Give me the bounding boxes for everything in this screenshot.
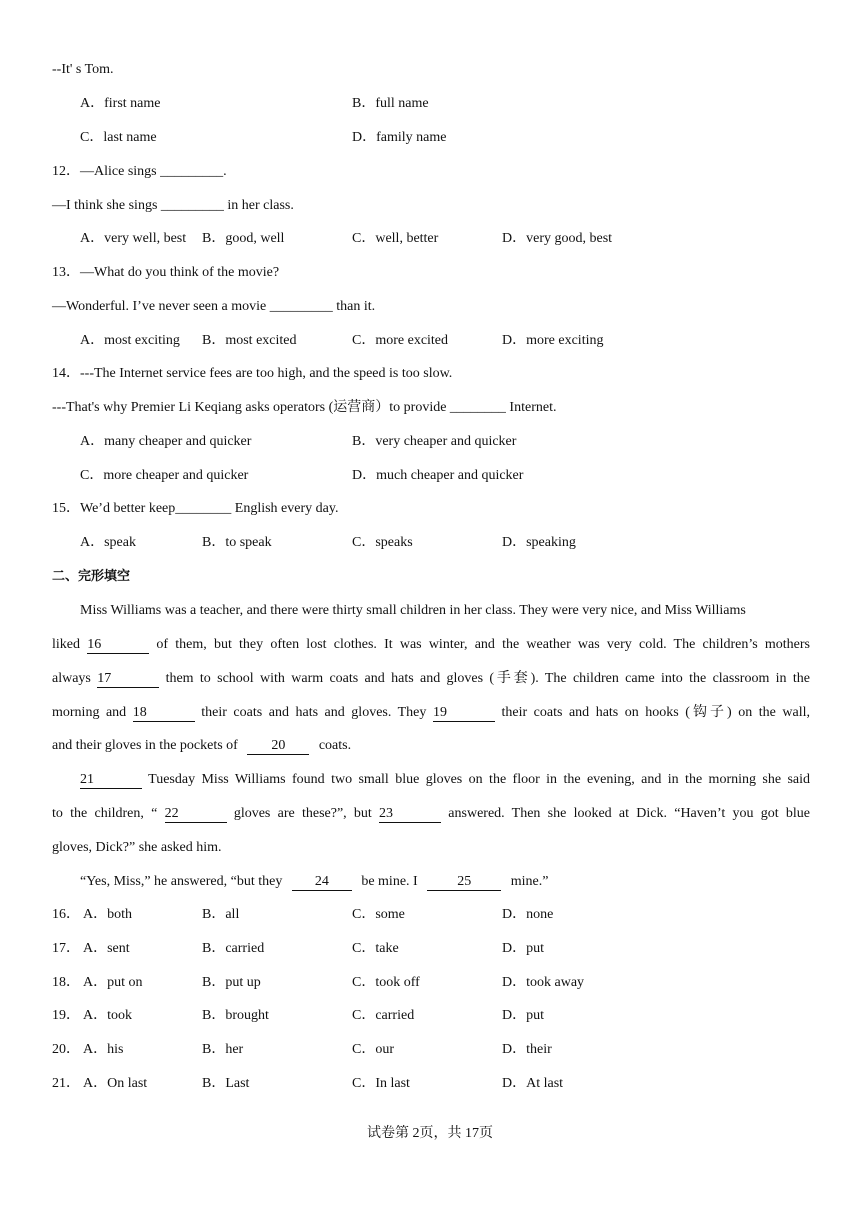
passage-p1-line5 [52, 736, 810, 756]
cloze-19-option-b: B．brought [202, 1008, 269, 1023]
passage-text: always [52, 671, 91, 686]
cloze-19-number: 19． [52, 1008, 80, 1023]
q14-line1: 14．---The Internet service fees are too high, and the speed is too slow. [52, 366, 453, 381]
blank-23: 23 [379, 806, 441, 823]
passage-text: answered. Then she looked at Dick. “Haven’t you got blue [448, 806, 811, 821]
q14-option-c: C．more cheaper and quicker [80, 468, 249, 483]
q12-option-b: B．good, well [202, 231, 285, 246]
q15-option-a: A．speak [80, 535, 136, 550]
q13-option-a: A．most exciting [80, 333, 180, 348]
q11-option-c: C．last name [80, 130, 157, 145]
cloze-16-option-a: A．both [83, 907, 132, 922]
cloze-17-number: 17． [52, 941, 80, 956]
passage-text: gloves, Dick?” she asked him. [52, 840, 222, 855]
cloze-20-option-a: A．his [83, 1042, 124, 1057]
q15-line1: 15．We’d better keep________ English every day. [52, 501, 339, 516]
passage-p2-line1 [80, 770, 810, 790]
passage-text: them to school with warm coats and hats and gloves (手套). The children came into the classroom in the [165, 671, 811, 686]
cloze-17-option-a: A．sent [83, 941, 130, 956]
passage-text: coats. [318, 738, 352, 753]
cloze-16-option-d: D．none [502, 907, 554, 922]
cloze-21-option-b: B．Last [202, 1076, 250, 1091]
q12-option-a: A．very well, best [80, 231, 187, 246]
blank-18: 18 [133, 705, 195, 722]
passage-text: gloves are these?”, but [233, 806, 372, 821]
cloze-21-option-a: A．On last [83, 1076, 148, 1091]
cloze-16-option-b: B．all [202, 907, 240, 922]
cloze-16-number: 16． [52, 907, 80, 922]
passage-p1-line3 [52, 669, 810, 689]
passage-text: morning and [52, 705, 127, 720]
cloze-19-option-a: A．took [83, 1008, 132, 1023]
q11-option-a: A．first name [80, 96, 161, 111]
passage-text: “Yes, Miss,” he answered, “but they [80, 874, 283, 889]
q15-option-c: C．speaks [352, 535, 413, 550]
blank-24: 24 [292, 874, 352, 891]
q15-option-d: D．speaking [502, 535, 576, 550]
q13-option-d: D．more exciting [502, 333, 604, 348]
q13-line1: 13．—What do you think of the movie? [52, 265, 280, 280]
q14-option-d: D．much cheaper and quicker [352, 468, 524, 483]
blank-20: 20 [247, 738, 309, 755]
q12-line2: —I think she sings _________ in her class. [52, 198, 294, 213]
passage-text: their coats and hats on hooks (钩子) on the wall, [501, 705, 811, 720]
q11-option-d: D．family name [352, 130, 447, 145]
passage-p2-line2 [52, 804, 810, 824]
q13-option-b: B．most excited [202, 333, 297, 348]
passage-text: Tuesday Miss Williams found two small blue gloves on the floor in the evening, and in the morning she said [148, 772, 811, 787]
cloze-20-option-c: C．our [352, 1042, 394, 1057]
blank-17: 17 [97, 671, 159, 688]
q13-line2: —Wonderful. I’ve never seen a movie _________ than it. [52, 299, 376, 314]
passage-text: and their gloves in the pockets of [52, 738, 238, 753]
passage-text: Miss Williams was a teacher, and there were thirty small children in her class. They were very nice, and Miss Williams [80, 603, 746, 618]
q14-option-b: B．very cheaper and quicker [352, 434, 517, 449]
q11-answer-line: --It' s Tom. [52, 62, 114, 77]
cloze-21-option-d: D．At last [502, 1076, 564, 1091]
passage-text: of them, but they often lost clothes. It was winter, and the weather was very cold. The children’s mothers [156, 637, 811, 652]
q12-option-d: D．very good, best [502, 231, 613, 246]
page-footer: 试卷第 2页，共 17页 [367, 1126, 493, 1141]
q12-option-c: C．well, better [352, 231, 439, 246]
passage-p1-line1 [80, 601, 810, 621]
cloze-18-option-d: D．took away [502, 975, 585, 990]
blank-19: 19 [433, 705, 495, 722]
cloze-20-number: 20． [52, 1042, 80, 1057]
cloze-17-option-d: D．put [502, 941, 544, 956]
q15-option-b: B．to speak [202, 535, 272, 550]
cloze-18-option-c: C．took off [352, 975, 420, 990]
blank-16: 16 [87, 637, 149, 654]
passage-text: their coats and hats and gloves. They [201, 705, 427, 720]
cloze-19-option-d: D．put [502, 1008, 544, 1023]
section-title: 二、完形填空 [52, 569, 131, 584]
cloze-18-option-b: B．put up [202, 975, 261, 990]
q14-option-a: A．many cheaper and quicker [80, 434, 252, 449]
passage-p3 [80, 872, 810, 892]
cloze-17-option-b: B．carried [202, 941, 265, 956]
blank-22: 22 [165, 806, 227, 823]
blank-25: 25 [427, 874, 501, 891]
blank-21: 21 [80, 772, 142, 789]
q14-line2: ---That's why Premier Li Keqiang asks operators (运营商）to provide ________ Internet. [52, 400, 557, 415]
passage-text: mine.” [510, 874, 549, 889]
passage-text: to the children, “ [52, 806, 158, 821]
q13-option-c: C．more excited [352, 333, 449, 348]
cloze-18-number: 18． [52, 975, 80, 990]
cloze-20-option-d: D．their [502, 1042, 552, 1057]
passage-p2-line3 [52, 838, 810, 858]
cloze-17-option-c: C．take [352, 941, 399, 956]
passage-p1-line4 [52, 703, 810, 723]
passage-p1-line2 [52, 635, 810, 655]
cloze-20-option-b: B．her [202, 1042, 244, 1057]
cloze-21-number: 21． [52, 1076, 80, 1091]
cloze-18-option-a: A．put on [83, 975, 143, 990]
q11-option-b: B．full name [352, 96, 429, 111]
q12-line1: 12．—Alice sings _________. [52, 164, 227, 179]
passage-text: liked [52, 637, 80, 652]
cloze-16-option-c: C．some [352, 907, 405, 922]
passage-text: be mine. I [361, 874, 418, 889]
cloze-21-option-c: C．In last [352, 1076, 410, 1091]
cloze-19-option-c: C．carried [352, 1008, 415, 1023]
